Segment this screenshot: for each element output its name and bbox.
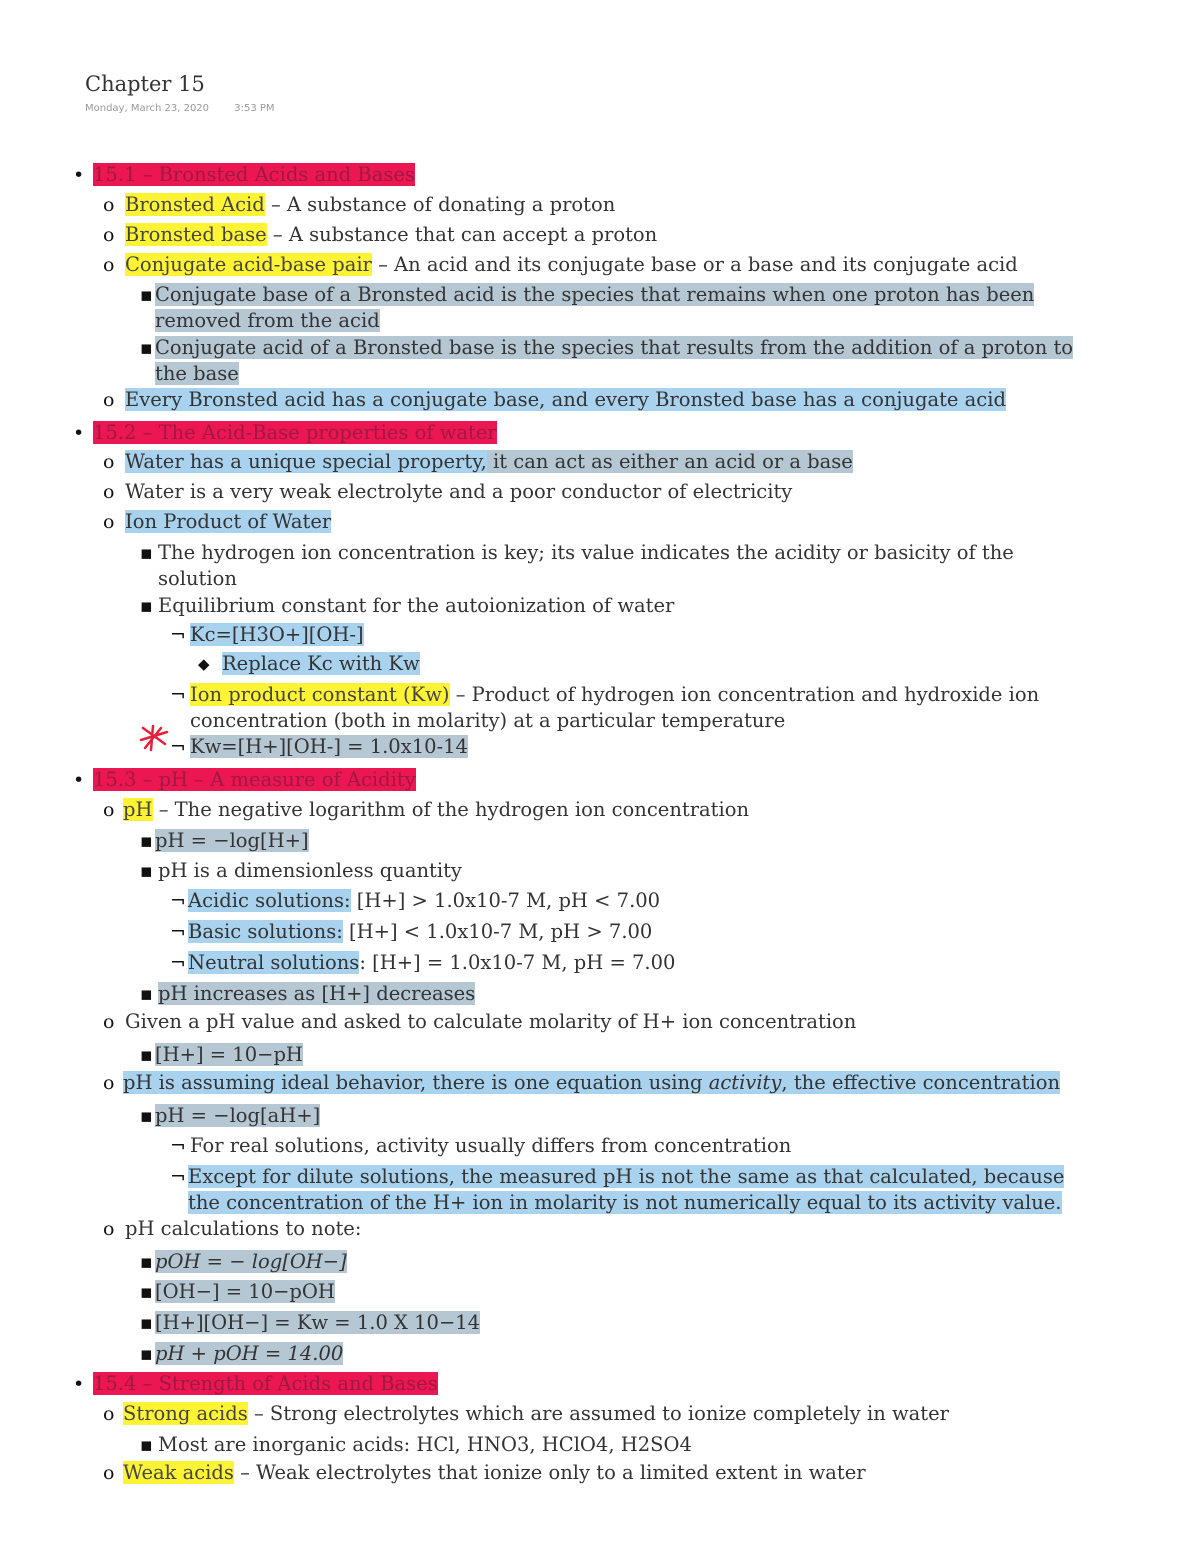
bullet-l2: o <box>103 194 115 216</box>
heading-text: 15.2 – The Acid-Base properties of water <box>93 421 497 444</box>
bullet-l4: ¬ <box>170 624 186 646</box>
note-ph-increases <box>158 982 475 1006</box>
text: pH = −log[aH+] <box>155 1104 321 1127</box>
note-bronsted-acid <box>125 193 615 217</box>
text: [OH−] = 10−pOH <box>155 1280 335 1303</box>
note-acidic <box>188 889 660 913</box>
text: [H+] > 1.0x10-7 M, pH < 7.00 <box>350 889 661 912</box>
note-activity <box>123 1071 1060 1095</box>
text: Neutral solutions <box>188 951 360 974</box>
text: [H+][OH−] = Kw = 1.0 X 10−14 <box>155 1311 481 1334</box>
bullet-l3: ▪ <box>140 983 153 1005</box>
formula-kw <box>155 1311 480 1335</box>
text: pH increases as [H+] decreases <box>158 982 476 1005</box>
text: : [H+] = 1.0x10-7 M, pH = 7.00 <box>359 951 676 974</box>
note-conjugate-base-1 <box>155 283 1034 307</box>
page-title: Chapter 15 <box>85 72 205 96</box>
formula-ph <box>155 829 309 853</box>
note-ion-product-constant <box>190 683 1039 707</box>
text: Water has a unique special property, <box>125 450 487 473</box>
note-given-ph: Given a pH value and asked to calculate molarity of H+ ion concentration <box>125 1010 857 1033</box>
bullet-l3: ▪ <box>140 1044 153 1066</box>
text: Conjugate acid of a Bronsted base is the species that results from the addition of a proton to <box>155 336 1074 359</box>
note-ion-product-constant-2: concentration (both in molarity) at a particular temperature <box>190 709 786 732</box>
bullet-l3: ▪ <box>140 595 153 617</box>
text: the concentration of the H+ ion in molarity is not numerically equal to its activity value. <box>188 1191 1062 1214</box>
note-bronsted-base <box>125 223 657 247</box>
bullet-l2: o <box>103 1403 115 1425</box>
note-real-solutions: For real solutions, activity usually differs from concentration <box>190 1134 792 1157</box>
bullet-l1: • <box>73 164 85 186</box>
bullet-l4: ¬ <box>170 736 186 758</box>
bullet-l3: ▪ <box>140 1105 153 1127</box>
note-hydrogen-conc-1: The hydrogen ion concentration is key; its value indicates the acidity or basicity of the <box>158 541 1014 564</box>
text: [H+] < 1.0x10-7 M, pH > 7.00 <box>342 920 653 943</box>
formula-ph-activity <box>155 1104 320 1128</box>
note-conjugate-base-2 <box>155 309 380 333</box>
term: Weak acids <box>123 1461 234 1484</box>
bullet-l5: ◆ <box>198 655 210 673</box>
note-calculations: pH calculations to note: <box>125 1217 362 1240</box>
note-kw-expression <box>190 735 468 759</box>
term: pH <box>123 798 153 821</box>
definition: – Weak electrolytes that ionize only to a limited extent in water <box>233 1461 866 1484</box>
formula-oh <box>155 1280 335 1304</box>
bullet-l3: ▪ <box>140 1434 153 1456</box>
bullet-l3: ▪ <box>140 337 153 359</box>
note-ph-definition <box>123 798 749 822</box>
text: [H+] = 10−pH <box>155 1043 303 1066</box>
text: pH = −log[H+] <box>155 829 309 852</box>
bullet-l1: • <box>73 769 85 791</box>
bullet-l4: ¬ <box>170 1166 186 1188</box>
bullet-l2: o <box>103 511 115 533</box>
bullet-l2: o <box>103 1011 115 1033</box>
bullet-l3: ▪ <box>140 284 153 306</box>
bullet-l2: o <box>103 389 115 411</box>
note-except-1 <box>188 1165 1064 1189</box>
note-inorganic: Most are inorganic acids: HCl, HNO3, HClO4, H2SO4 <box>158 1433 692 1456</box>
note-conjugate-pair <box>125 253 1018 277</box>
note-replace-kc <box>222 652 420 676</box>
definition: – Product of hydrogen ion concentration and hydroxide ion <box>449 683 1040 706</box>
text: Every Bronsted acid has a conjugate base, and every Bronsted base has a conjugate acid <box>125 388 1006 411</box>
note-basic <box>188 920 652 944</box>
bullet-l3: ▪ <box>140 1251 153 1273</box>
bullet-l2: o <box>103 254 115 276</box>
text: pH + pOH = 14.00 <box>155 1342 344 1365</box>
heading-text: 15.1 – Bronsted Acids and Bases <box>93 163 415 186</box>
bullet-l3: ▪ <box>140 542 153 564</box>
definition: – An acid and its conjugate base or a base and its conjugate acid <box>371 253 1018 276</box>
page-time: 3:53 PM <box>234 103 275 114</box>
bullet-l2: o <box>103 451 115 473</box>
bullet-l2: o <box>103 1218 115 1240</box>
bullet-l1: • <box>73 1373 85 1395</box>
note-strong-acids <box>123 1402 949 1426</box>
bullet-l3: ▪ <box>140 860 153 882</box>
text: activity <box>708 1071 782 1094</box>
section-heading-15-3 <box>93 768 416 792</box>
bullet-l4: ¬ <box>170 921 186 943</box>
bullet-l2: o <box>103 1462 115 1484</box>
term: Bronsted base <box>125 223 267 246</box>
bullet-l4: ¬ <box>170 1135 186 1157</box>
bullet-l4: ¬ <box>170 684 186 706</box>
note-kc-expression <box>190 623 364 647</box>
text: Kw=[H+][OH-] = 1.0x10-14 <box>190 735 468 758</box>
page-meta <box>85 103 297 114</box>
note-conjugate-acid-1 <box>155 336 1073 360</box>
page-date: Monday, March 23, 2020 <box>85 103 210 114</box>
formula-sum <box>155 1342 343 1366</box>
text <box>123 1071 1060 1094</box>
note-water-weak: Water is a very weak electrolyte and a poor conductor of electricity <box>125 480 793 503</box>
section-heading-15-2 <box>93 421 497 445</box>
note-ion-product <box>125 510 331 534</box>
bullet-l2: o <box>103 481 115 503</box>
formula-h-conc <box>155 1043 303 1067</box>
note-neutral <box>188 951 675 975</box>
bullet-l4: ¬ <box>170 952 186 974</box>
text: Conjugate base of a Bronsted acid is the species that remains when one proton has been <box>155 283 1035 306</box>
note-equilibrium: Equilibrium constant for the autoionization of water <box>158 594 675 617</box>
note-conjugate-acid-2 <box>155 362 239 386</box>
bullet-l1: • <box>73 422 85 444</box>
text: pH is assuming ideal behavior, there is one equation using <box>123 1071 709 1094</box>
note-every-acid <box>125 388 1006 412</box>
bullet-l4: ¬ <box>170 890 186 912</box>
note-water-unique <box>125 450 853 474</box>
definition: – A substance that can accept a proton <box>266 223 658 246</box>
definition: – Strong electrolytes which are assumed to ionize completely in water <box>247 1402 949 1425</box>
term: Ion product constant (Kw) <box>190 683 450 706</box>
text: Kc=[H3O+][OH-] <box>190 623 364 646</box>
formula-poh <box>155 1250 347 1274</box>
definition: – The negative logarithm of the hydrogen ion concentration <box>152 798 750 821</box>
text: removed from the acid <box>155 309 380 332</box>
text: Basic solutions: <box>188 920 343 943</box>
definition: – A substance of donating a proton <box>264 193 616 216</box>
text: Except for dilute solutions, the measured pH is not the same as that calculated, because <box>188 1165 1065 1188</box>
term: Strong acids <box>123 1402 248 1425</box>
note-dimensionless: pH is a dimensionless quantity <box>158 859 462 882</box>
bullet-l3: ▪ <box>140 1312 153 1334</box>
term: Bronsted Acid <box>125 193 265 216</box>
bullet-l2: o <box>103 799 115 821</box>
note-weak-acids <box>123 1461 866 1485</box>
text: it can act as either an acid or a base <box>486 450 853 473</box>
text: Acidic solutions: <box>188 889 351 912</box>
red-star-annotation-icon <box>139 724 169 752</box>
bullet-l3: ▪ <box>140 830 153 852</box>
section-heading-15-1 <box>93 163 415 187</box>
text: the base <box>155 362 239 385</box>
text: Replace Kc with Kw <box>222 652 420 675</box>
heading-text: 15.4 – Strength of Acids and Bases <box>93 1372 438 1395</box>
note-except-2 <box>188 1191 1062 1215</box>
bullet-l3: ▪ <box>140 1343 153 1365</box>
bullet-l2: o <box>103 224 115 246</box>
heading-text: 15.3 – pH – A measure of Acidity <box>93 768 416 791</box>
bullet-l3: ▪ <box>140 1281 153 1303</box>
term: Conjugate acid-base pair <box>125 253 372 276</box>
note-hydrogen-conc-2: solution <box>158 567 237 590</box>
bullet-l2: o <box>103 1072 115 1094</box>
text: Ion Product of Water <box>125 510 332 533</box>
text: pOH = − log[OH−] <box>155 1250 347 1273</box>
text: , the effective concentration <box>781 1071 1061 1094</box>
section-heading-15-4 <box>93 1372 438 1396</box>
